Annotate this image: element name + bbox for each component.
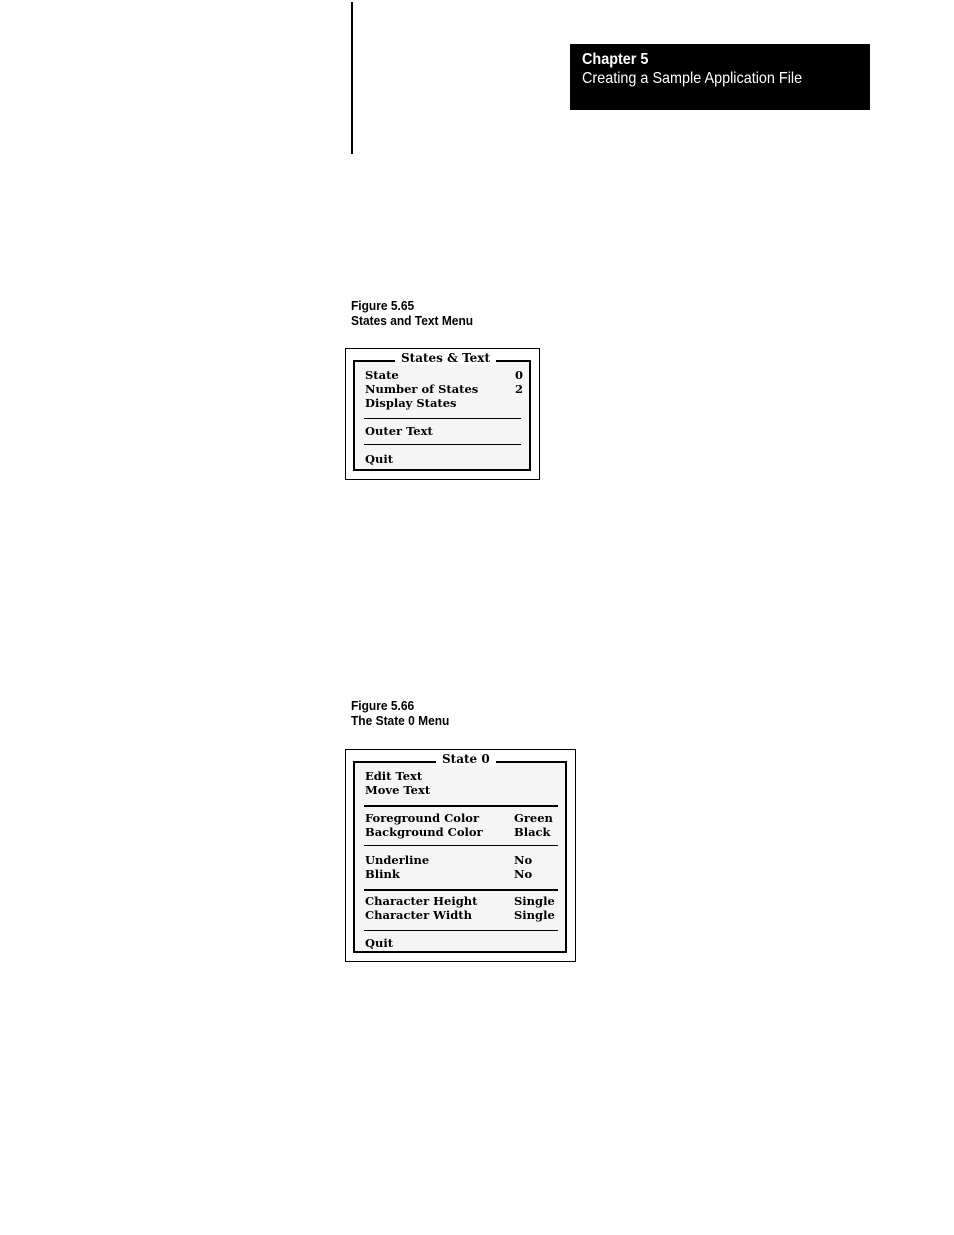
- background-color-value: Black: [514, 825, 551, 839]
- menu-item-quit[interactable]: Quit: [365, 936, 394, 950]
- blink-value: No: [514, 867, 533, 881]
- menu-item-edit-text[interactable]: Edit Text: [365, 769, 423, 783]
- character-height-value: Single: [514, 894, 555, 908]
- menu-item-move-text[interactable]: Move Text: [365, 783, 431, 797]
- menu-item-underline[interactable]: Underline: [365, 853, 430, 867]
- menu-item-number-of-states[interactable]: Number of States: [365, 382, 479, 396]
- chapter-label: Chapter 5: [582, 51, 649, 68]
- menu-item-background-color[interactable]: Background Color: [365, 825, 483, 839]
- state-value: 0: [515, 368, 524, 382]
- figure-65-caption: [351, 298, 484, 328]
- menu-title: State 0: [436, 752, 496, 766]
- menu-item-character-width[interactable]: Character Width: [365, 908, 472, 922]
- underline-value: No: [514, 853, 533, 867]
- menu-divider: [364, 930, 558, 931]
- character-width-value: Single: [514, 908, 555, 922]
- figure-number: Figure 5.65: [351, 298, 415, 313]
- menu-item-foreground-color[interactable]: Foreground Color: [365, 811, 480, 825]
- menu-item-quit[interactable]: Quit: [365, 452, 394, 466]
- states-text-menu: [345, 348, 540, 480]
- figure-66-caption: [351, 698, 458, 728]
- menu-item-state[interactable]: State: [365, 368, 399, 382]
- figure-number: Figure 5.66: [351, 698, 415, 713]
- number-of-states-value: 2: [515, 382, 524, 396]
- menu-divider: [364, 805, 558, 807]
- menu-divider: [364, 845, 558, 846]
- menu-divider: [364, 444, 521, 445]
- figure-title: States and Text Menu: [351, 313, 474, 328]
- menu-item-blink[interactable]: Blink: [365, 867, 400, 881]
- menu-item-display-states[interactable]: Display States: [365, 396, 457, 410]
- menu-divider: [364, 889, 558, 891]
- menu-divider: [364, 418, 521, 419]
- chapter-header: [570, 44, 870, 110]
- menu-title: States & Text: [395, 351, 496, 365]
- state-0-menu: [345, 749, 576, 962]
- margin-rule: [351, 2, 353, 154]
- menu-item-character-height[interactable]: Character Height: [365, 894, 478, 908]
- menu-item-outer-text[interactable]: Outer Text: [365, 424, 433, 438]
- foreground-color-value: Green: [514, 811, 553, 825]
- figure-title: The State 0 Menu: [351, 713, 450, 728]
- chapter-title: Creating a Sample Application File: [582, 70, 803, 87]
